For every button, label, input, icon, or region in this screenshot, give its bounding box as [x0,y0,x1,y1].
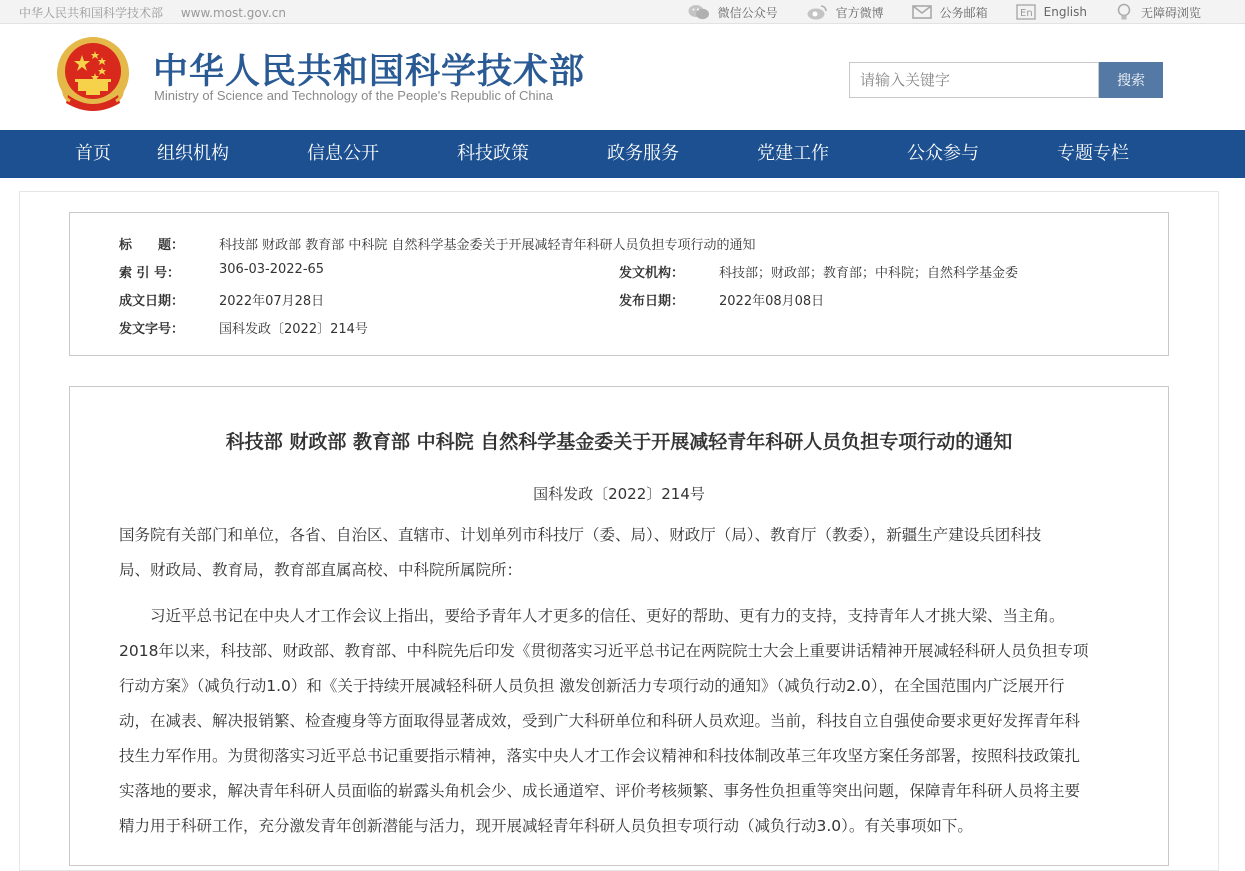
paragraph-line: 技生力军作用。为贯彻落实习近平总书记重要指示精神，落实中央人才工作会议精神和科技体制改革三年攻坚方案任务部署，按照科技政策扎 [119,747,1081,765]
article-doc-number: 国科发政〔2022〕214号 [533,485,705,503]
english-icon [1016,4,1036,20]
search-box [849,62,1163,98]
nav-item-policy[interactable]: 科技政策 [457,143,529,164]
meta-title-label: 标 题： [119,238,185,253]
search-input[interactable] [849,62,1099,98]
national-emblem-logo[interactable] [54,35,132,115]
paragraph-line: 习近平总书记在中央人才工作会议上指出，要给予青年人才更多的信任、更好的帮助、更有力的支持，支持青年人才挑大梁、当主角。 [150,607,1065,625]
meta-date-label: 成文日期： [119,294,185,309]
addressee-line: 国务院有关部门和单位，各省、自治区、直辖市、计划单列市科技厅（委、局）、财政厅（局）、教育厅（教委），新疆生产建设兵团科技 [119,526,1042,544]
nav-item-party[interactable]: 党建工作 [757,143,829,164]
meta-index-value: 306-03-2022-65 [219,262,325,277]
meta-docno-label: 发文字号： [119,322,185,337]
meta-pubdate-label: 发布日期： [619,294,685,309]
search-button[interactable]: 搜索 [1099,62,1163,98]
svg-text:En: En [1019,8,1033,19]
nav-item-organization[interactable]: 组织机构 [157,143,229,164]
addressee-line: 局、财政局、教育局，教育部直属高校、中科院所属院所： [119,561,523,579]
nav-item-information[interactable]: 信息公开 [307,143,379,164]
paragraph-line: 动，在减表、解决报销繁、检查瘦身等方面取得显著成效，受到广大科研单位和科研人员欢迎。当前，科技自立自强使命要求更好发挥青年科 [119,712,1081,730]
nav-item-public[interactable]: 公众参与 [907,143,979,164]
meta-title-row [119,234,756,253]
paragraph-line: 实落地的要求，解决青年科研人员面临的崭露头角机会少、成长通道窄、评价考核频繁、事务性负担重等突出问题，保障青年科研人员将主要 [119,782,1081,800]
email-label: 公务邮箱 [939,5,988,20]
main-nav [0,130,1245,178]
meta-index-label: 索 引 号： [119,266,181,281]
meta-docno-value: 国科发政〔2022〕214号 [219,322,368,337]
meta-org-value: 科技部；财政部；教育部；中科院；自然科学基金委 [719,266,1019,281]
site-title-en: Ministry of Science and Technology of the People's Republic of China [154,88,553,103]
site-title-cn[interactable]: 中华人民共和国科学技术部 [153,52,586,92]
site-url[interactable]: www.most.gov.cn [180,6,286,20]
english-label: English [1043,5,1087,19]
meta-pubdate-value: 2022年08月08日 [719,294,825,309]
weibo-icon [806,4,828,20]
paragraph-line: 2018年以来，科技部、财政部、教育部、中科院先后印发《贯彻落实习近平总书记在两院院士大会上重要讲话精神开展减轻科研人员负担专项 [119,642,1089,660]
article-addressee [119,518,1119,588]
document-metadata [69,212,1169,356]
wechat-label: 微信公众号 [717,5,778,20]
nav-item-services[interactable]: 政务服务 [607,143,679,164]
lightbulb-icon [1115,3,1133,21]
meta-date-row [119,290,324,309]
mail-icon [912,5,932,19]
meta-date-value: 2022年07月28日 [219,294,325,309]
paragraph-line: 精力用于科研工作，充分激发青年创新潜能与活力，现开展减轻青年科研人员负担专项行动（减负行动3.0）。有关事项如下。 [119,817,973,835]
article-body [69,386,1169,866]
top-bar [0,0,1245,24]
wechat-link[interactable] [688,4,778,21]
article-paragraph [119,599,1119,844]
meta-title-value: 科技部 财政部 教育部 中科院 自然科学基金委关于开展减轻青年科研人员负担专项行动的通知 [219,238,756,253]
site-name[interactable]: 中华人民共和国科学技术部 [19,6,164,20]
english-link[interactable] [1016,4,1087,20]
wechat-icon [688,4,710,20]
meta-docno-row [119,318,368,337]
weibo-label: 官方微博 [835,5,884,20]
meta-org-label: 发文机构： [619,266,685,281]
nav-item-home[interactable]: 首页 [75,143,111,164]
meta-index-row [119,262,324,281]
paragraph-line: 行动方案》（减负行动1.0）和《关于持续开展减轻科研人员负担 激发创新活力专项行动的通知》（减负行动2.0），在全国范围内广泛展开行 [119,677,1065,695]
meta-org-row [619,262,1018,281]
accessibility-label: 无障碍浏览 [1140,5,1201,20]
article-title: 科技部 财政部 教育部 中科院 自然科学基金委关于开展减轻青年科研人员负担专项行动的通知 [225,431,1013,453]
accessibility-link[interactable] [1115,3,1201,21]
site-header [0,24,1245,130]
meta-pubdate-row [619,290,824,309]
email-link[interactable] [912,4,988,21]
weibo-link[interactable] [806,4,884,21]
nav-item-topics[interactable]: 专题专栏 [1057,143,1129,164]
